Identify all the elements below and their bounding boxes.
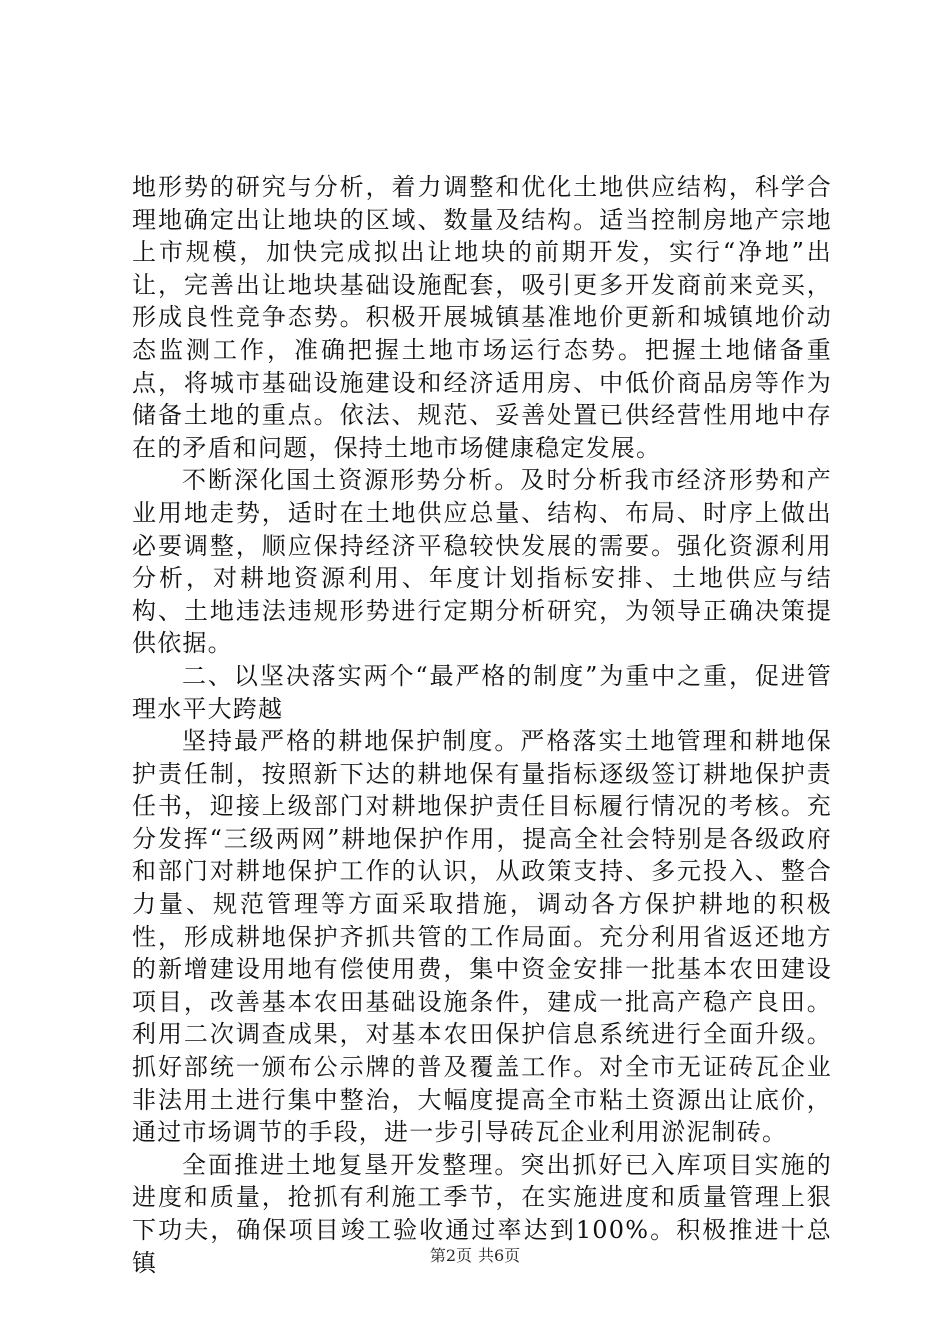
page-footer (0, 1246, 950, 1266)
page-number: 第2页 (429, 1246, 472, 1265)
document-body (132, 171, 832, 1279)
paragraph-land-situation: 地形势的研究与分析，着力调整和优化土地供应结构，科学合理地确定出让地块的区域、数量及结构。适当控制房地产宗地上市规模，加快完成拟出让地块的前期开发，实行“净地”出让，完善出让地块基础设施配套，吸引更多开发商前来竞买，形成良性竞争态势。积极开展城镇基准地价更新和城镇地价动态监测工作，准确把握土地市场运行态势。把握土地储备重点，将城市基础设施建设和经济适用房、中低价商品房等作为储备土地的重点。依法、规范、妥善处置已供经营性用地中存在的矛盾和问题，保持土地市场健康稳定发展。 (132, 173, 832, 462)
paragraph-resource-analysis: 不断深化国土资源形势分析。及时分析我市经济形势和产业用地走势，适时在土地供应总量、结构、布局、时序上做出必要调整，顺应保持经济平稳较快发展的需要。强化资源利用分析，对耕地资源利用、年度计划指标安排、土地供应与结构、土地违法违规形势进行定期分析研究，为领导正确决策提供依据。 (132, 466, 832, 658)
paragraph-farmland-protection: 坚持最严格的耕地保护制度。严格落实土地管理和耕地保护责任制，按照新下达的耕地保有量指标逐级签订耕地保护责任书，迎接上级部门对耕地保护责任目标履行情况的考核。充分发挥“三级两网”耕地保护作用，提高全社会特别是各级政府和部门对耕地保护工作的认识，从政策支持、多元投入、整合力量、规范管理等方面采取措施，调动各方保护耕地的积极性，形成耕地保护齐抓共管的工作局面。充分利用省返还地方的新增建设用地有偿使用费，集中资金安排一批基本农田建设项目，改善基本农田基础设施条件，建成一批高产稳产良田。利用二次调查成果，对基本农田保护信息系统进行全面升级。抓好部统一颁布公示牌的普及覆盖工作。对全市无证砖瓦企业非法用土进行集中整治，大幅度提高全市粘土资源出让底价，通过市场调节的手段，进一步引导砖瓦企业利用淤泥制砖。 (132, 727, 832, 1147)
paragraph-land-reclamation: 全面推进土地复垦开发整理。突出抓好已入库项目实施的进度和质量，抢抓有利施工季节，在实施进度和质量管理上狠下功夫，确保项目竣工验收通过率达到100%。积极推进十总镇 (132, 1150, 832, 1277)
page-total: 共6页 (478, 1246, 521, 1265)
section-heading-two: 二、以坚决落实两个“最严格的制度”为重中之重，促进管理水平大跨越 (132, 661, 832, 723)
